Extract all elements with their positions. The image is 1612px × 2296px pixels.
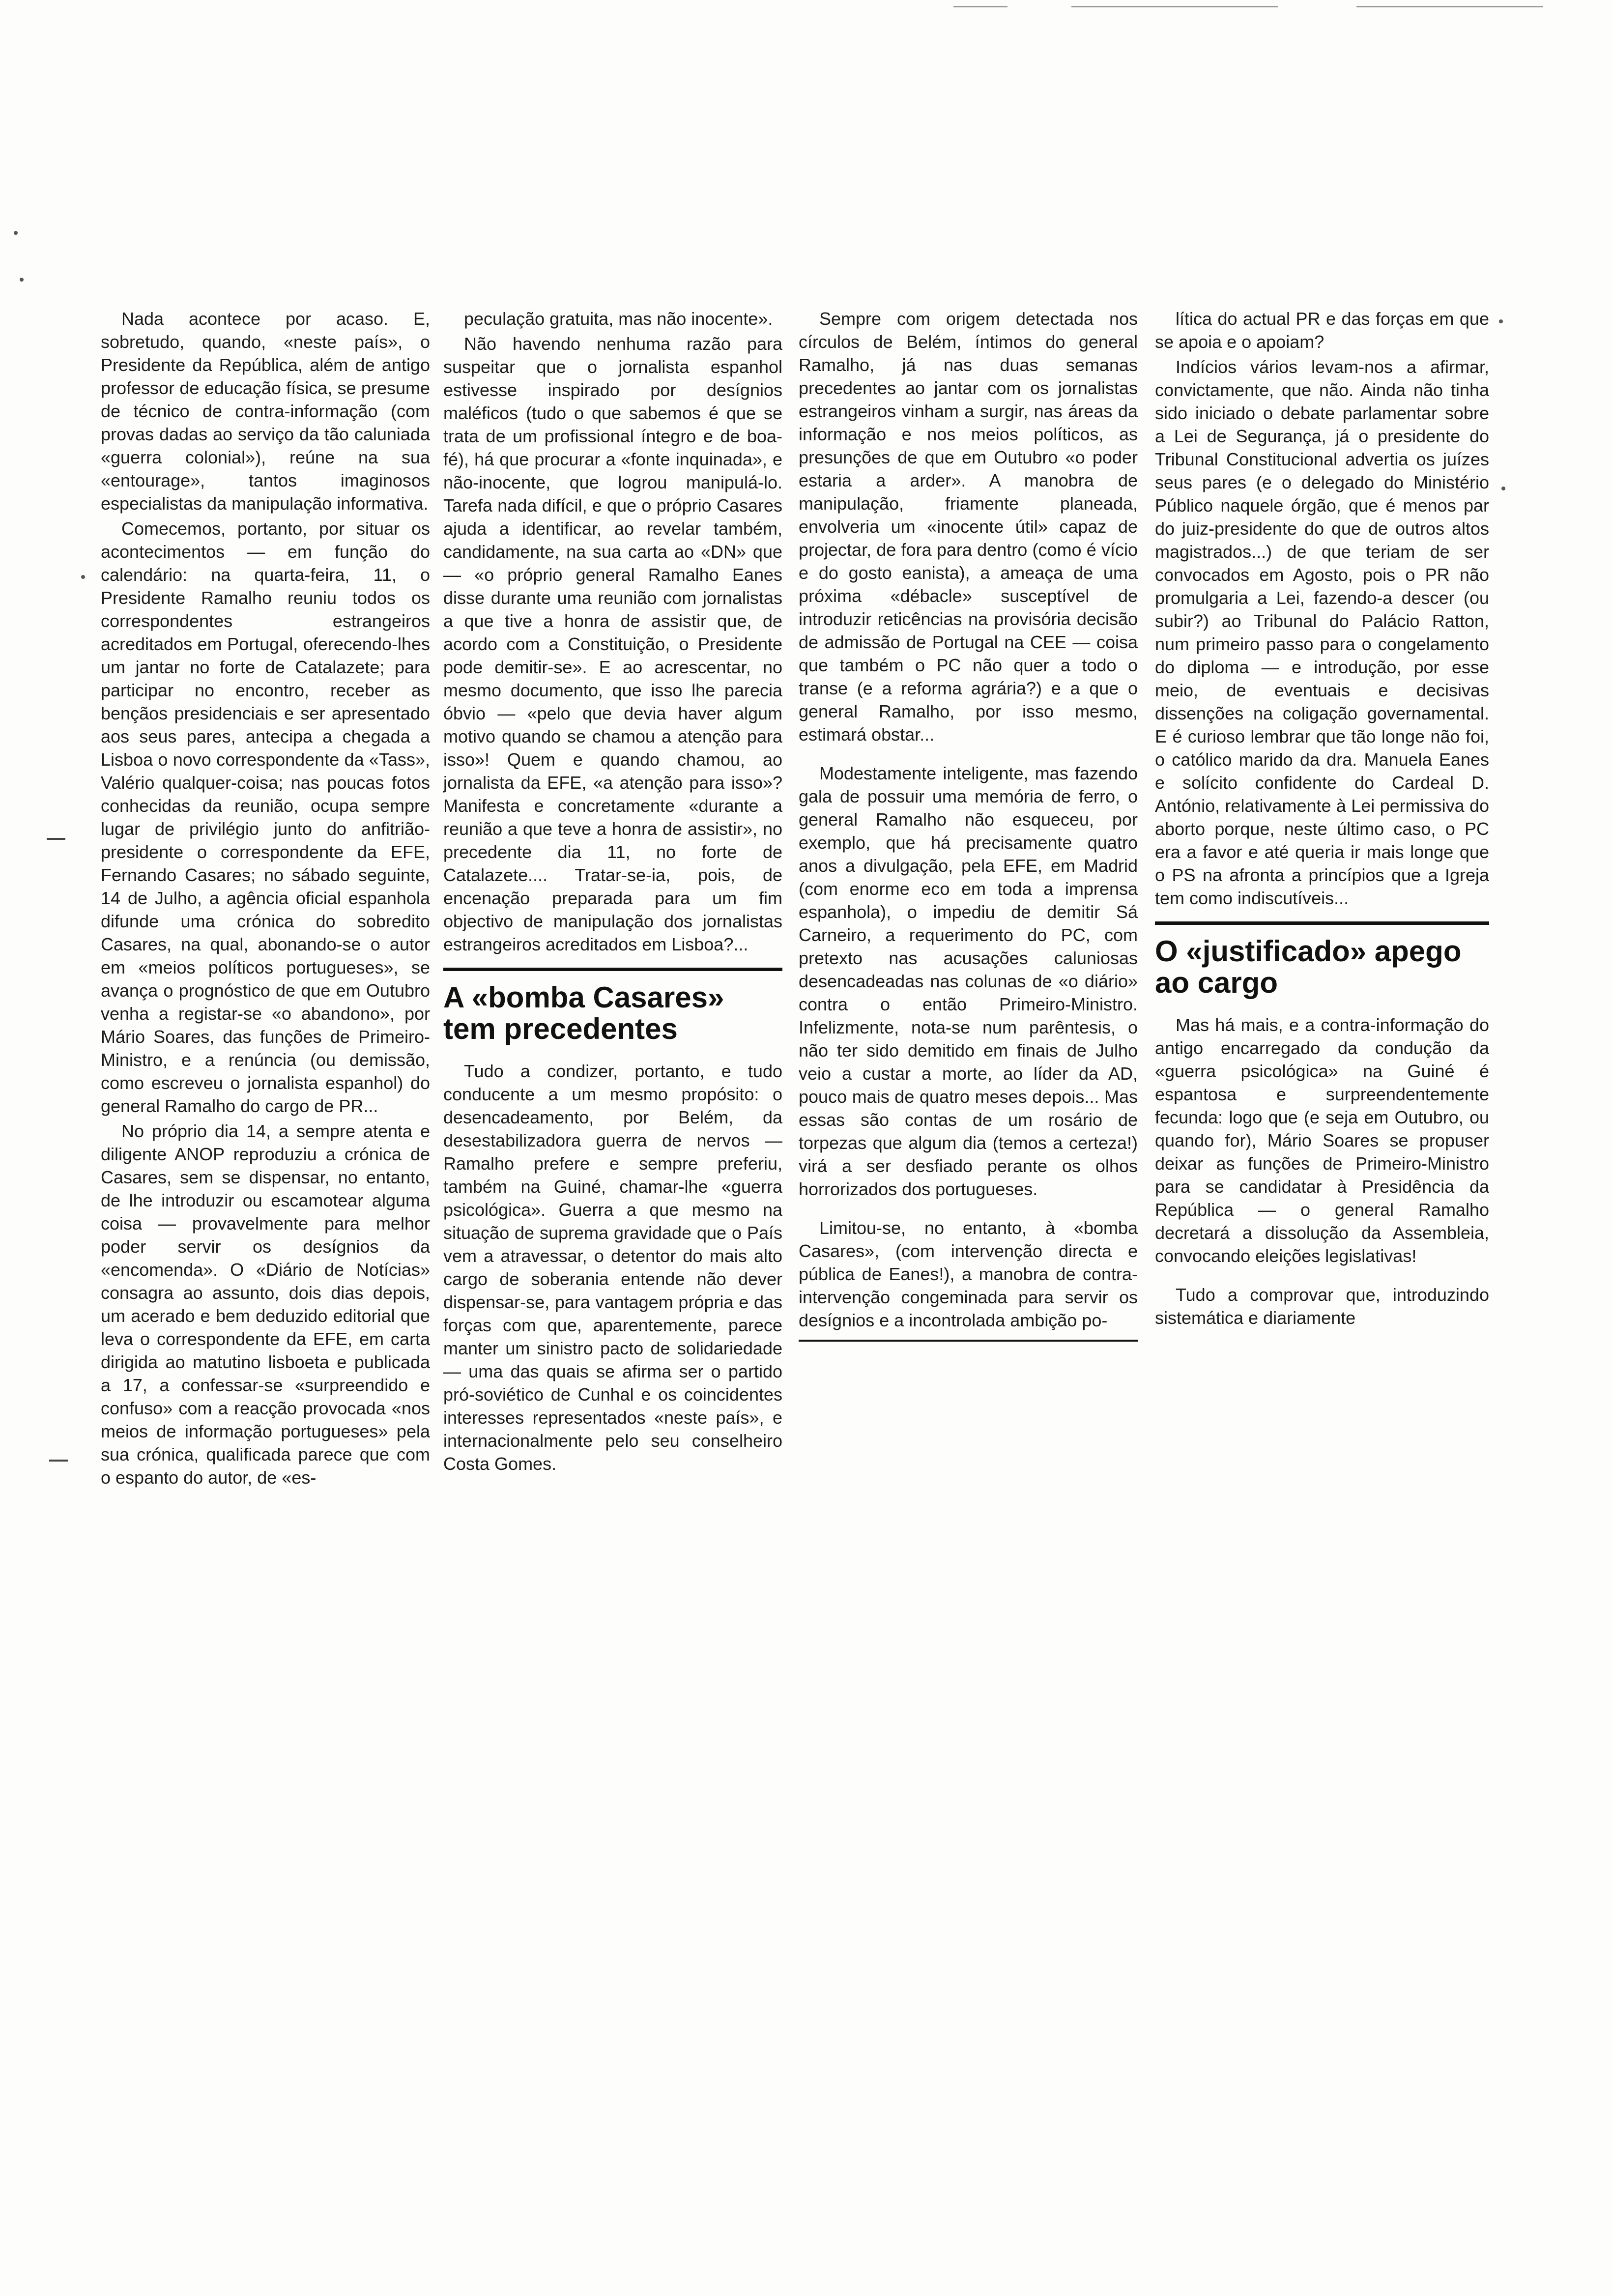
section-heading-bomba-casares: A «bomba Casares» tem precedentes (443, 981, 724, 1045)
section-rule (1155, 921, 1489, 925)
paragraph: lítica do actual PR e das forças em que se apoia e o apoiam? (1155, 309, 1489, 352)
paragraph: Tudo a comprovar que, introduzindo sistemática e diariamente (1155, 1285, 1489, 1328)
scan-edge-line (953, 6, 1008, 7)
scan-edge-line (1071, 6, 1278, 7)
paragraph: Tudo a condizer, portanto, e tudo conducente a um mesmo propósito: o desencadeamento, por Belém, da desestabilizadora guerra de nervos — Ramalho prefere e sempre preferiu, também na Guiné, chamar-lhe «guerra psicológica». Guerra a que mesmo na situação de suprema gravidade que o País vem a atravessar, o detentor do mais alto cargo de soberania entende não dever dispensar-se, para vantagem própria e das forças com que, aparentemente, parece manter um sinistro pacto de solidariedade — uma das quais se afirma ser o partido pró-soviético de Cunhal e os coincidentes interesses representados «neste país», e internacionalmente pelo seu conselheiro Costa Gomes. (443, 1061, 782, 1474)
paragraph: Modestamente inteligente, mas fazendo gala de possuir uma memória de ferro, o general Ramalho não esqueceu, por exemplo, que há precisamente quatro anos a divulgação, pela EFE, em Madrid (com enorme eco em toda a imprensa espanhola), o impediu de demitir Sá Carneiro, a requerimento do PC, com pretexto nas acusações caluniosas desencadeadas nas colunas de «o diário» contra o então Primeiro-Ministro. Infelizmente, nota-se num parêntesis, o não ter sido demitido em finais de Julho veio a custar a morte, ao líder da AD, pouco mais de quatro meses depois... Mas essas são contas de um rosário de torpezas que algum dia (temos a certeza!) virá a ser desfiado perante os olhos horrorizados dos portugueses. (799, 763, 1138, 1199)
paragraph: Não havendo nenhuma razão para suspeitar que o jornalista espanhol estivesse inspirado por desígnios maléficos (tudo o que sabemos é que se trata de um profissional íntegro e de boa-fé), há que procurar a «fonte inquinada», e não-inocente, que logrou manipulá-lo. Tarefa nada difícil, e que o próprio Casares ajuda a identificar, ao revelar também, candidamente, na sua carta ao «DN» que — «o próprio general Ramalho Eanes disse durante uma reunião com jornalistas a que tive a honra de assistir que, de acordo com a Constituição, o Presidente pode demitir-se». E ao acrescentar, no mesmo documento, que isso lhe parecia óbvio — «pelo que devia haver algum motivo quando se chamou a atenção para isso»! Quem e quando chamou, ao jornalista da EFE, «a atenção para isso»? Manifesta e concretamente «durante a reunião a que teve a honra de assistir», no precedente dia 11, no forte de Catalazete.... Tratar-se-ia, pois, de encenação preparada para um fim objectivo de manipulação dos jornalistas estrangeiros acreditados em Lisboa?... (443, 334, 782, 954)
section-heading-justificado: O «justificado» apego ao cargo (1155, 935, 1462, 999)
paragraph: No próprio dia 14, a sempre atenta e diligente ANOP reproduziu a crónica de Casares, sem se dispensar, no entanto, de lhe introduzir ou escamotear alguma coisa — provavelmente para melhor poder servir os desígnios da «encomenda». O «Diário de Notícias» consagra ao assunto, dois dias depois, um acerado e bem deduzido editorial que leva o correspondente da EFE, em carta dirigida ao matutino lisboeta e publicada a 17, a confessar-se «surpreendido e confuso» com a reacção provocada «nos meios de informação portugueses» pela sua crónica, qualificada parece que com o espanto do autor, de «es- (101, 1121, 430, 1488)
scan-edge-line (1356, 6, 1543, 7)
scan-speck (1501, 487, 1505, 490)
paragraph: Nada acontece por acaso. E, sobretudo, quando, «neste país», o Presidente da República, além de antigo professor de educação física, se presume de técnico de contra-informação (com provas dadas ao serviço da tão caluniada «guerra colonial»), reúne na sua «entourage», tantos imaginosos especialistas da manipulação informativa. (101, 309, 430, 514)
scan-speck (1499, 319, 1503, 323)
scan-speck (14, 231, 18, 235)
scan-speck (20, 278, 24, 282)
scan-mark (49, 1460, 68, 1462)
section-rule (443, 968, 782, 971)
scan-speck (81, 575, 85, 579)
paragraph: Comecemos, portanto, por situar os acontecimentos — em função do calendário: na quarta-feira, 11, o Presidente Ramalho reuniu todos os correspondentes estrangeiros acreditados em Portugal, oferecendo-lhes um jantar no forte de Catalazete; para participar no encontro, receber as bençãos presidenciais e ser apresentado aos seus pares, antecipa a chegada a Lisboa o novo correspondente da «Tass», Valério qualquer-coisa; nas poucas fotos conhecidas da reunião, ocupa sempre lugar de privilégio junto do anfitrião-presidente o correspondente da EFE, Fernando Casares; no sábado seguinte, 14 de Julho, a agência oficial espanhola difunde uma crónica do sobredito Casares, na qual, abonando-se o autor em «meios políticos portugueses», se avança o prognóstico de que em Outubro venha a registar-se «o abandono», por Mário Soares, das funções de Primeiro-Ministro, e a renúncia (ou demissão, como escreveu o jornalista espanhol) do general Ramalho do cargo de PR... (101, 518, 430, 1116)
paragraph: Limitou-se, no entanto, à «bomba Casares», (com intervenção directa e pública de Eanes!), a manobra de contra-intervenção congeminada para servir os desígnios e a incontrolada ambição po- (799, 1218, 1138, 1330)
paragraph: Sempre com origem detectada nos círculos de Belém, íntimos do general Ramalho, já nas duas semanas precedentes ao jantar com os jornalistas estrangeiros vinham a surgir, nas áreas da informação e nos meios políticos, as presunções de que em Outubro «o poder estaria a arder». A manobra de manipulação, friamente planeada, envolveria um «inocente útil» capaz de projectar, de fora para dentro (como é vício e do gosto eanista), a ameaça de uma próxima «débacle» susceptível de introduzir reticências na provisória decisão de admissão de Portugal na CEE — coisa que também o PC não quer a todo o transe (e a reforma agrária?) e a que o general Ramalho, por isso mesmo, estimará obstar... (799, 309, 1138, 745)
scan-mark (47, 838, 65, 840)
article-column-2 (443, 307, 782, 1475)
paragraph: Mas há mais, e a contra-informação do antigo encarregado da condução da «guerra psicológica» na Guiné é espantosa e surpreendentemente fecunda: logo que (e seja em Outubro, ou quando for), Mário Soares se propuser deixar as funções de Primeiro-Ministro para se candidatar à Presidência da República — o general Ramalho decretará a dissolução da Assembleia, convocando eleições legislativas! (1155, 1015, 1489, 1266)
article-column-4 (1155, 307, 1489, 1329)
paragraph: peculação gratuita, mas não inocente». (464, 309, 773, 329)
column-end-rule (799, 1340, 1138, 1342)
paragraph: Indícios vários levam-nos a afirmar, convictamente, que não. Ainda não tinha sido iniciado o debate parlamentar sobre a Lei de Segurança, já o presidente do Tribunal Constitucional advertia os juízes seus pares (e o delegado do Ministério Público naquele órgão, que é menos par do juiz-presidente do que de outros altos magistrados...) de que teriam de ser convocados em Agosto, pois o PR não promulgaria a Lei, fazendo-a descer (ou subir?) ao Tribunal do Palácio Ratton, num primeiro passo para o congelamento do diploma — e introdução, por esse meio, de eventuais e decisivas dissenções na coligação governamental. E é curioso lembrar que tão longe não foi, o católico marido da dra. Manuela Eanes e solícito confidente do Cardeal D. António, relativamente à Lei permissiva do aborto porque, neste último caso, o PC era a favor e até queria ir mais longe que o PS na afronta a princípios que a Igreja tem como indiscutíveis... (1155, 357, 1489, 908)
article-column-1 (101, 307, 430, 1489)
article-column-3 (799, 307, 1138, 1345)
